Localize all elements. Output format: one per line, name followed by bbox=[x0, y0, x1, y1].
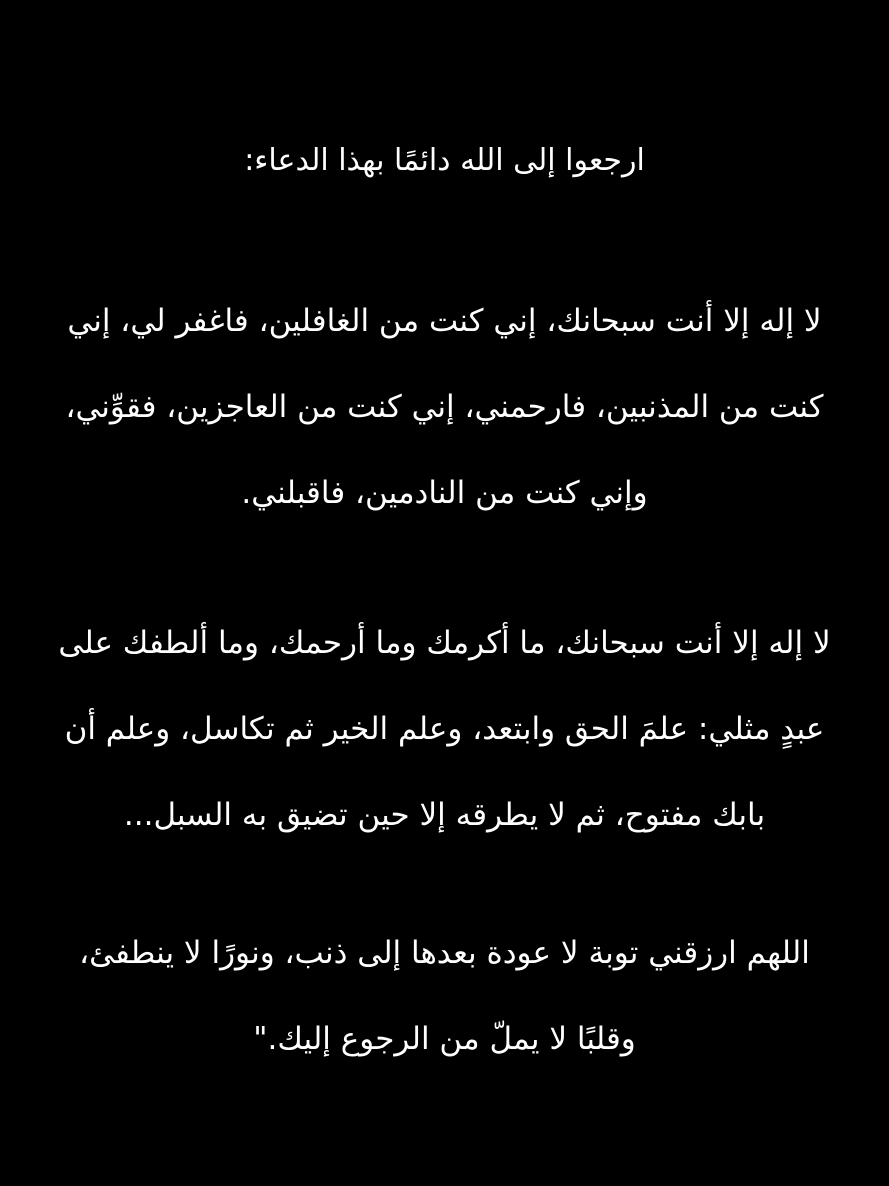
text-line: عبدٍ مثلي: علمَ الحق وابتعد، وعلم الخير ثم تكاسل، وعلم أن bbox=[64, 711, 825, 747]
dua-paragraph-3 bbox=[40, 910, 849, 1082]
text-line: وقلبًا لا يملّ من الرجوع إليك." bbox=[253, 1021, 636, 1057]
dua-paragraph-1 bbox=[40, 278, 849, 536]
text-line: لا إله إلا أنت سبحانك، ما أكرمك وما أرحمك، وما ألطفك على bbox=[58, 625, 831, 661]
text-line: اللهم ارزقني توبة لا عودة بعدها إلى ذنب، ونورًا لا ينطفئ، bbox=[79, 935, 810, 971]
text-line: وإني كنت من النادمين، فاقبلني. bbox=[241, 475, 648, 511]
dua-heading: ارجعوا إلى الله دائمًا بهذا الدعاء: bbox=[244, 143, 645, 178]
text-line: بابك مفتوح، ثم لا يطرقه إلا حين تضيق به السبل... bbox=[123, 797, 766, 833]
dua-paragraph-2 bbox=[30, 600, 859, 858]
text-line: لا إله إلا أنت سبحانك، إني كنت من الغافلين، فاغفر لي، إني bbox=[67, 303, 822, 339]
text-line: كنت من المذنبين، فارحمني، إني كنت من العاجزين، فقوِّني، bbox=[65, 389, 824, 425]
